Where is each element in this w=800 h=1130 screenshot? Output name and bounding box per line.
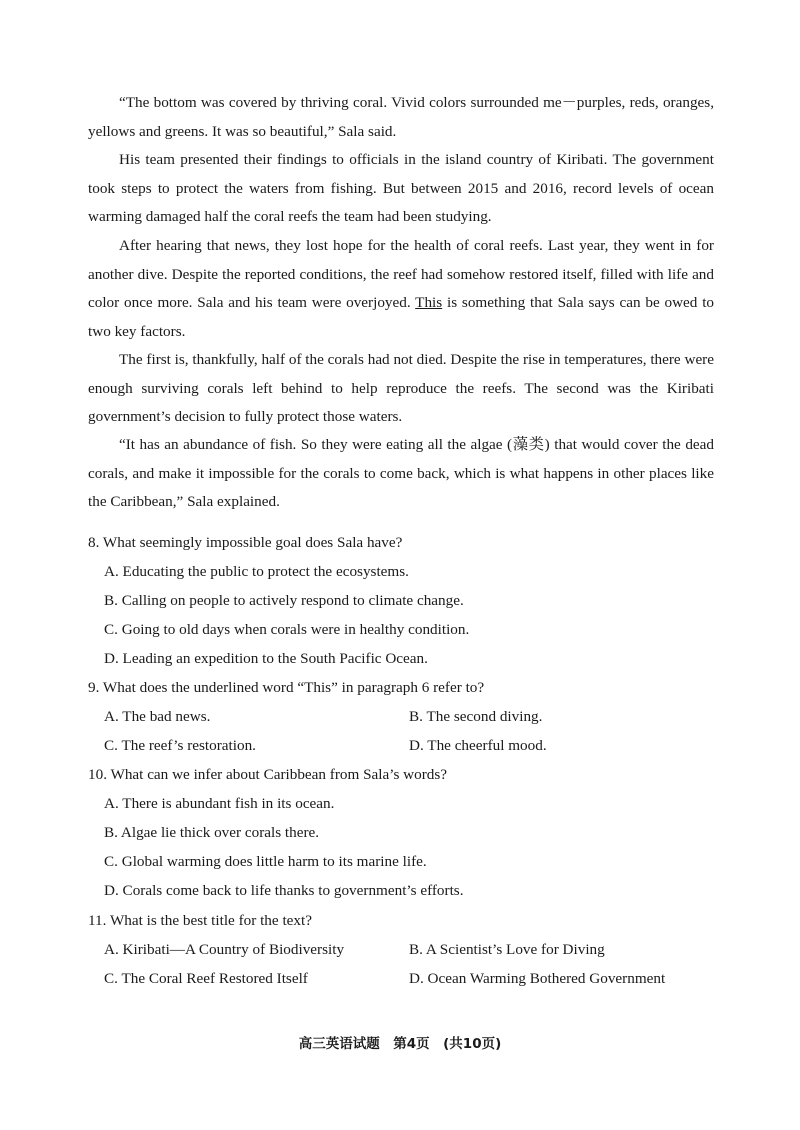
- question-11-option-d: D. Ocean Warming Bothered Government: [409, 970, 666, 987]
- question-11-option-c: C. The Coral Reef Restored Itself: [104, 970, 308, 987]
- question-8-option-a: A. Educating the public to protect the ecosystems.: [104, 563, 409, 580]
- question-8-option-c: C. Going to old days when corals were in healthy condition.: [104, 621, 470, 638]
- question-8-option-b: B. Calling on people to actively respond to climate change.: [104, 592, 464, 609]
- passage-paragraph-2: His team presented their findings to officials in the island country of Kiribati. The government took steps to protect the waters from fishing. But between 2015 and 2016, record levels of ocean warming damaged half the coral reefs the team had been studying.: [88, 151, 714, 226]
- question-9-option-a: A. The bad news.: [104, 708, 211, 725]
- paragraph-3-text-after: is something that Sala says can be owed to two key factors.: [88, 294, 715, 340]
- question-10-option-c: C. Global warming does little harm to its marine life.: [104, 853, 427, 870]
- question-11-option-b: B. A Scientist’s Love for Diving: [409, 941, 605, 958]
- question-11-stem: 11. What is the best title for the text?: [88, 912, 312, 929]
- passage-paragraph-5: “It has an abundance of fish. So they were eating all the algae (藻类) that would cover the dead corals, and make it impossible for the corals to come back, which is what happens in other places like the Caribbean,” Sala explained.: [88, 436, 714, 511]
- question-10-option-d: D. Corals come back to life thanks to government’s efforts.: [104, 882, 464, 899]
- question-8-option-d: D. Leading an expedition to the South Pacific Ocean.: [104, 650, 428, 667]
- page-footer: 高三英语试题 第4页 (共10页): [298, 1036, 502, 1052]
- passage-paragraph-1: “The bottom was covered by thriving coral. Vivid colors surrounded me－purples, reds, oranges, yellows and greens. It was so beautiful,” Sala said.: [88, 94, 714, 140]
- passage-paragraph-3: [88, 232, 714, 346]
- question-8-stem: 8. What seemingly impossible goal does Sala have?: [88, 534, 403, 551]
- question-9-stem: 9. What does the underlined word “This” in paragraph 6 refer to?: [88, 679, 485, 696]
- question-11-option-a: A. Kiribati—A Country of Biodiversity: [104, 941, 345, 958]
- question-9-option-d: D. The cheerful mood.: [409, 737, 547, 754]
- underlined-word-this: This: [415, 294, 443, 312]
- question-10-option-b: B. Algae lie thick over corals there.: [104, 824, 320, 841]
- passage-paragraph-4: The first is, thankfully, half of the corals had not died. Despite the rise in temperatures, there were enough surviving corals left behind to help reproduce the reefs. The second was the Kiribati government’s decision to fully protect those waters.: [88, 351, 714, 426]
- question-9-option-b: B. The second diving.: [409, 708, 543, 725]
- question-9-option-c: C. The reef’s restoration.: [104, 737, 256, 754]
- question-10-option-a: A. There is abundant fish in its ocean.: [104, 795, 335, 812]
- question-10-stem: 10. What can we infer about Caribbean from Sala’s words?: [88, 766, 448, 783]
- paragraph-3-text-before: After hearing that news, they lost hope for the health of coral reefs. Last year, they went in for another dive. Despite the reported conditions, the reef had somehow restored itself, filled with life and color once more. Sala and his team were overjoyed.: [88, 237, 714, 312]
